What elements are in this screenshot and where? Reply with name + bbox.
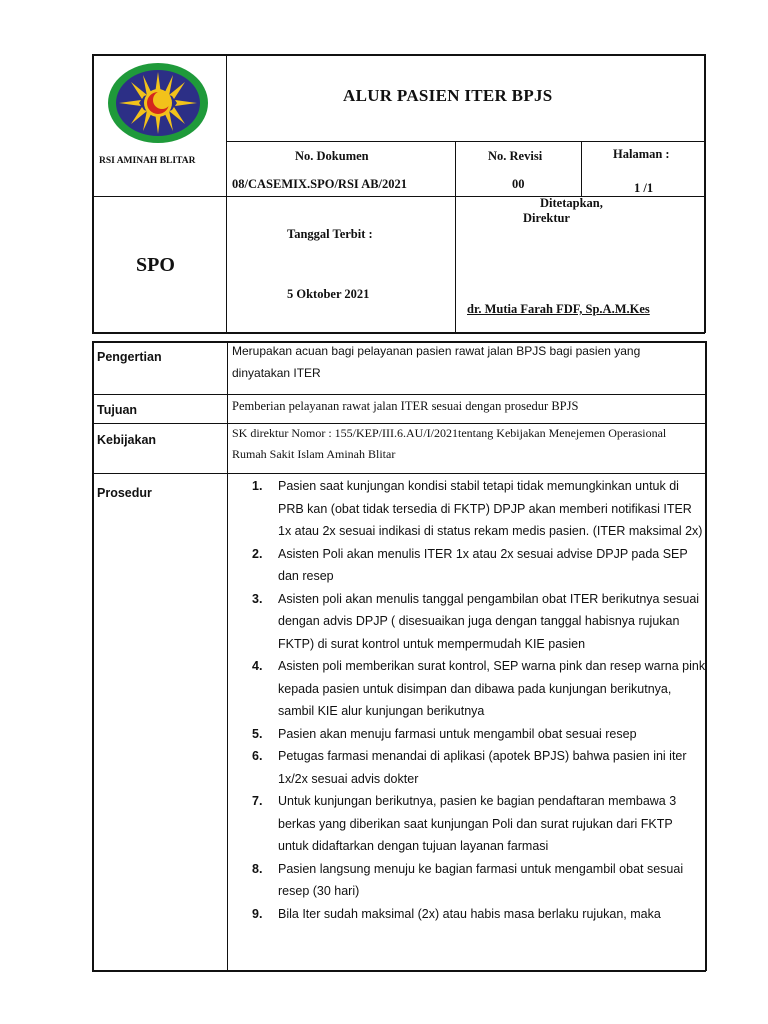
procedure-step-text: Untuk kunjungan berikutnya, pasien ke bagian pendaftaran membawa 3 berkas yang diberikan saat kunjungan Poli dan surat rujukan dari FKTP untuk didaftarkan dengan tujuan layanan farmasi	[278, 794, 677, 853]
content-border-bottom	[92, 970, 706, 972]
pengertian-text: Merupakan acuan bagi pelayanan pasien rawat jalan BPJS bagi pasien yang dinyatakan ITER	[232, 344, 641, 380]
procedure-step-number: 4.	[252, 659, 263, 673]
kebijakan-label: Kebijakan	[97, 433, 157, 447]
procedure-step-number: 8.	[252, 861, 263, 876]
revision-value: 00	[512, 177, 525, 191]
content-divider-col	[227, 341, 228, 971]
muhammadiyah-logo-icon	[107, 62, 209, 144]
procedure-step-text: Asisten poli memberikan surat kontrol, SEP warna pink dan resep warna pink kepada pasien untuk disimpan dan dibawa pada kunjungan berikutnya, sambil KIE alur kunjungan berikutnya	[278, 659, 706, 718]
header-divider-logo	[226, 54, 227, 197]
spo-label: SPO	[136, 254, 175, 276]
procedure-step	[232, 475, 706, 543]
procedure-list	[232, 475, 706, 925]
header-border-bottom	[92, 332, 705, 334]
revision-label: No. Revisi	[488, 149, 543, 163]
document-title: ALUR PASIEN ITER BPJS	[343, 86, 553, 105]
page-value: 1 /1	[634, 181, 654, 195]
procedure-step-number: 3.	[252, 591, 263, 606]
procedure-step-number: 1.	[252, 479, 263, 493]
procedure-step	[232, 588, 706, 656]
header-border-top	[92, 54, 705, 56]
hospital-logo	[107, 62, 209, 144]
header-divider-row	[92, 196, 705, 197]
procedure-step-text: Pasien langsung menuju ke bagian farmasi untuk mengambil obat sesuai resep (30 hari)	[278, 861, 684, 898]
procedure-step	[232, 903, 706, 926]
hospital-name: RSI AMINAH BLITAR	[99, 156, 196, 166]
procedure-step-number: 9.	[252, 906, 263, 921]
kebijakan-text: SK direktur Nomor : 155/KEP/III.6.AU/I/2021tentang Kebijakan Menejemen Operasional Rumah Sakit Islam Aminah Blitar	[232, 426, 667, 461]
procedure-step-text: Petugas farmasi menandai di aplikasi (apotek BPJS) bahwa pasien ini iter 1x/2x sesuai advis dokter	[278, 749, 687, 786]
procedure-step	[232, 745, 706, 790]
procedure-step-text: Bila Iter sudah maksimal (2x) atau habis masa berlaku rujukan, maka	[278, 906, 661, 921]
procedure-step-number: 7.	[252, 794, 263, 808]
procedure-step	[232, 790, 706, 858]
procedure-step	[232, 858, 706, 903]
procedure-step-number: 6.	[252, 749, 263, 763]
procedure-step-text: Asisten poli akan menulis tanggal pengambilan obat ITER berikutnya sesuai dengan advis DPJP ( disesuaikan juga dengan tanggal habisnya rujukan FKTP) di surat kontrol untuk mempermudah KIE pasien	[278, 591, 700, 651]
header-divider-title	[226, 141, 705, 142]
header-divider-spo	[226, 196, 227, 333]
header-divider-mid	[455, 141, 456, 333]
doc-no-label: No. Dokumen	[295, 149, 369, 163]
procedure-step	[232, 655, 706, 723]
content-divider-3	[92, 473, 706, 474]
prosedur-label: Prosedur	[97, 486, 152, 500]
header-border-left	[92, 54, 94, 333]
procedure-step-number: 5.	[252, 726, 263, 741]
header-border-right	[704, 54, 706, 333]
procedure-step	[232, 723, 706, 746]
approved-label: Ditetapkan,	[540, 196, 603, 210]
tujuan-label: Tujuan	[97, 403, 138, 417]
doc-no-value: 08/CASEMIX.SPO/RSI AB/2021	[232, 177, 408, 191]
procedure-step-text: Pasien akan menuju farmasi untuk mengambil obat sesuai resep	[278, 726, 637, 741]
issue-date-label: Tanggal Terbit :	[287, 227, 373, 241]
page-label: Halaman :	[613, 147, 670, 161]
procedure-step-text: Asisten Poli akan menulis ITER 1x atau 2x sesuai advise DPJP pada SEP dan resep	[278, 546, 688, 583]
procedure-step-text: Pasien saat kunjungan kondisi stabil tetapi tidak memungkinkan untuk di PRB kan (obat tidak tersedia di FKTP) DPJP akan memberi notifikasi ITER 1x atau 2x sesuai indikasi di status rekam medis pasien. (ITER maksimal 2x)	[278, 479, 703, 538]
issue-date-value: 5 Oktober 2021	[287, 287, 370, 301]
procedure-step-number: 2.	[252, 546, 263, 561]
pengertian-label: Pengertian	[97, 350, 162, 364]
director-title: Direktur	[523, 211, 570, 225]
procedure-step	[232, 543, 706, 588]
header-divider-page	[581, 141, 582, 197]
content-border-left	[92, 341, 94, 971]
tujuan-text: Pemberian pelayanan rawat jalan ITER sesuai dengan prosedur BPJS	[232, 399, 579, 413]
director-name: dr. Mutia Farah FDF, Sp.A.M.Kes	[467, 302, 650, 316]
